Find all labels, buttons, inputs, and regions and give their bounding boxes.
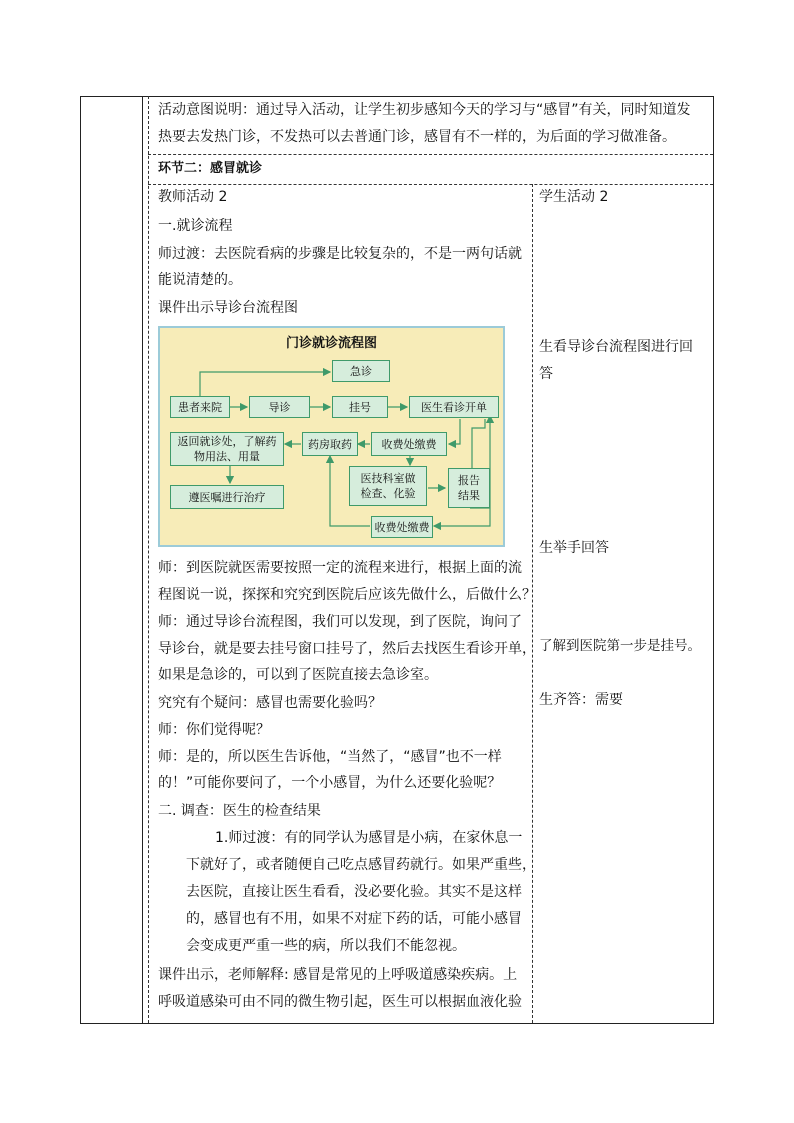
node-treat: 遵医嘱进行治疗 bbox=[170, 485, 284, 509]
table-col-divider-1 bbox=[142, 96, 143, 1024]
student-answer-1-cont: 答 bbox=[539, 366, 553, 382]
intent-line-1: 活动意图说明：通过导入活动，让学生初步感知今天的学习与“感冒”有关，同时知道发 bbox=[158, 102, 691, 118]
teacher-indented-line: 1.师过渡：有的同学认为感冒是小病，在家休息一 bbox=[215, 830, 523, 846]
teacher-indented-line: 下就好了，或者随便自己吃点感冒药就行。如果严重些， bbox=[186, 857, 536, 873]
teacher-after-line: 师：到医院就医需要按照一定的流程来进行，根据上面的流 bbox=[158, 560, 522, 576]
table-left-border bbox=[80, 96, 81, 1024]
node-guide: 导诊 bbox=[249, 396, 310, 418]
teacher-header: 教师活动 2 bbox=[158, 189, 228, 205]
teacher-line: 师过渡：去医院看病的步骤是比较复杂的，不是一两句话就 bbox=[158, 246, 522, 262]
teacher-after-line: 如果是急诊的，可以到了医院直接去急诊室。 bbox=[158, 667, 438, 683]
teacher-after-line: 师：通过导诊台流程图，我们可以发现，到了医院，询问了 bbox=[158, 614, 522, 630]
teacher-indented-line: 去医院，直接让医生看看，没必要化验。其实不是这样 bbox=[186, 884, 522, 900]
node-register: 挂号 bbox=[332, 396, 388, 418]
teacher-tail-line: 课件出示，老师解释: 感冒是常见的上呼吸道感染疾病。上 bbox=[158, 967, 518, 983]
node-return: 返回就诊处，了解药物用法、用量 bbox=[170, 432, 284, 466]
node-doctor: 医生看诊开单 bbox=[409, 396, 499, 418]
teacher-after-line: 师：是的，所以医生告诉他，“当然了，“感冒”也不一样 bbox=[158, 749, 502, 765]
node-patient: 患者来院 bbox=[170, 396, 230, 418]
teacher-tail-line: 呼吸道感染可由不同的微生物引起，医生可以根据血液化验 bbox=[158, 994, 522, 1010]
node-lab: 医技科室做检查、化验 bbox=[349, 466, 427, 506]
intent-line-2: 热要去发热门诊，不发热可以去普通门诊，感冒有不一样的，为后面的学习做准备。 bbox=[158, 129, 676, 145]
teacher-after-line: 的！”可能你要问了，一个小感冒，为什么还要化验呢？ bbox=[158, 775, 502, 791]
table-row-divider-2 bbox=[148, 184, 713, 185]
student-answer-2: 生举手回答 bbox=[539, 540, 609, 556]
teacher-after-line: 导诊台，就是要去挂号窗口挂号了，然后去找医生看诊开单， bbox=[158, 641, 536, 657]
section-title: 环节二：感冒就诊 bbox=[158, 161, 263, 176]
table-bottom-border bbox=[80, 1023, 714, 1024]
node-pay2: 收费处缴费 bbox=[371, 516, 433, 538]
node-pharmacy: 药房取药 bbox=[302, 432, 358, 456]
flowchart-title: 门诊就诊流程图 bbox=[285, 336, 377, 351]
teacher-indented-line: 会变成更严重一些的病，所以我们不能忽视。 bbox=[186, 938, 466, 954]
outpatient-flowchart bbox=[158, 326, 505, 547]
teacher-line: 课件出示导诊台流程图 bbox=[158, 300, 298, 316]
teacher-after-line: 究究有个疑问：感冒也需要化验吗？ bbox=[158, 695, 382, 711]
node-pay1: 收费处缴费 bbox=[371, 432, 447, 456]
student-answer-1: 生看导诊台流程图进行回 bbox=[539, 339, 693, 355]
table-right-border bbox=[713, 96, 714, 1024]
node-emergency: 急诊 bbox=[332, 360, 390, 382]
teacher-line: 一.就诊流程 bbox=[158, 218, 233, 234]
table-row-divider-1 bbox=[148, 154, 713, 155]
teacher-after-line: 二. 调查：医生的检查结果 bbox=[158, 803, 321, 819]
node-report: 报告结果 bbox=[448, 468, 490, 508]
teacher-after-line: 程图说一说，探探和究究到医院后应该先做什么，后做什么？ bbox=[158, 587, 536, 603]
table-col-divider-2 bbox=[148, 96, 149, 1023]
student-answer-4: 生齐答：需要 bbox=[539, 692, 623, 708]
teacher-indented-line: 的，感冒也有不用，如果不对症下药的话，可能小感冒 bbox=[186, 911, 522, 927]
student-header: 学生活动 2 bbox=[539, 189, 609, 205]
teacher-line: 能说清楚的。 bbox=[158, 272, 242, 288]
teacher-after-line: 师：你们觉得呢？ bbox=[158, 722, 270, 738]
student-answer-3: 了解到医院第一步是挂号。 bbox=[539, 638, 701, 654]
